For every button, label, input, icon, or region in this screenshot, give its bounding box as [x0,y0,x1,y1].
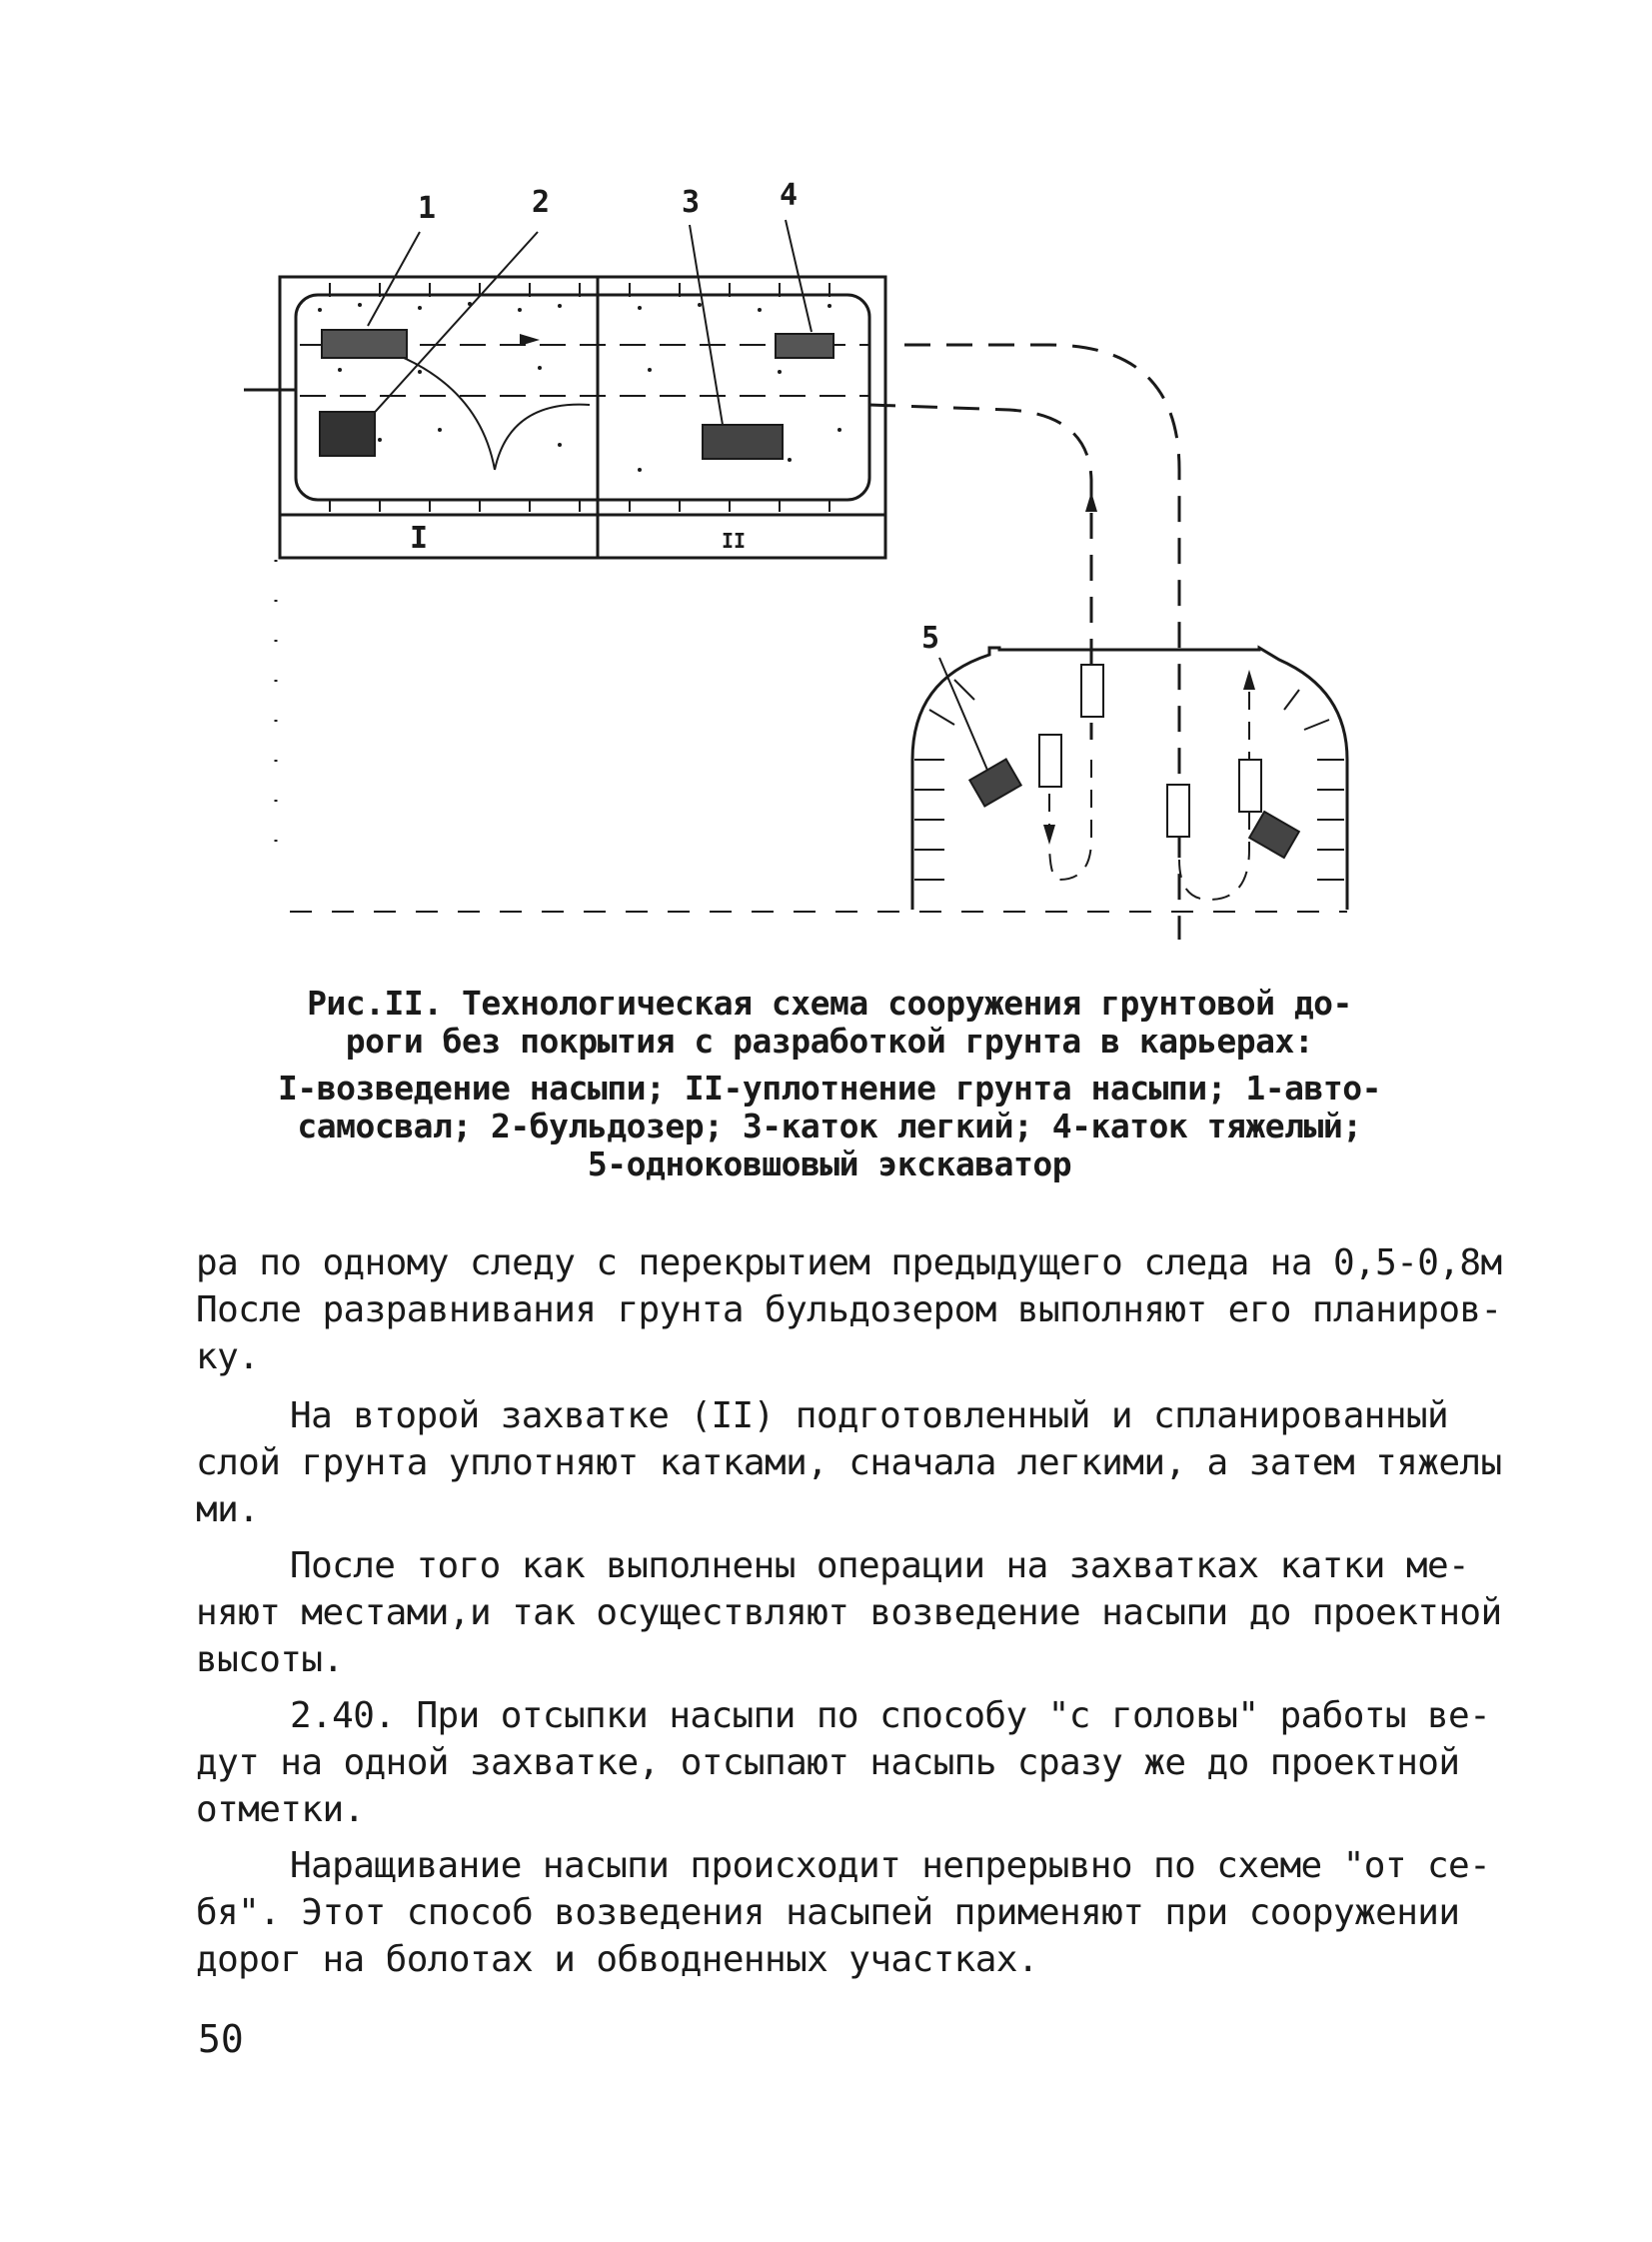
excavator-icon-2 [1249,812,1299,858]
caption-legend-line: самосвал; 2-бульдозер; 3-каток легкий; 4-каток тяжелый; [297,1107,1362,1145]
text-line: После разравнивания грунта бульдозером выполняют его планиров- [196,1289,1502,1330]
direction-arrow-icon [1085,492,1097,512]
quarry-truck-icon [1167,785,1189,837]
paragraph-5 [196,1842,1491,1983]
text-line: На второй захватке (II) подготовленный и спланированный [290,1395,1449,1436]
text-line: высоты. [196,1639,344,1680]
road-body [296,295,869,500]
text-line: слой грунта уплотняют катками, сначала легкими, а затем тяжелы [196,1442,1502,1483]
text-line: 2.40. При отсыпки насыпи по способу "с головы" работы ве- [290,1695,1491,1736]
light-roller-icon [703,425,783,459]
caption-legend-line: 5-одноковшовый экскаватор [587,1144,1072,1183]
soil-dot [788,458,792,462]
soil-dot [558,443,562,447]
soil-dot [648,368,652,372]
text-line: няют местами,и так осуществляют возведение насыпи до проектной [196,1592,1502,1633]
quarry-truck-icon [1039,735,1061,787]
text-line: ра по одному следу с перекрытием предыдущего следа на 0,5-0,8м [196,1242,1502,1283]
text-line: ку. [196,1336,260,1377]
text-line: отметки. [196,1789,365,1830]
soil-dot [378,438,382,442]
text-line: дут на одной захватке, отсыпают насыпь сразу же до проектной [196,1742,1460,1783]
heavy-roller-icon [776,334,833,358]
figure-label-5: 5 [921,621,940,656]
direction-arrow-icon [1043,825,1055,845]
figure-label-1: 1 [418,191,437,226]
figure-label-4: 4 [780,178,799,213]
bulldozer-icon [320,412,375,456]
soil-dot [418,306,422,310]
soil-dot [837,428,841,432]
figure-label-2: 2 [532,185,551,220]
leader-line-1 [368,232,420,326]
excavator-icon [969,760,1020,807]
quarry-truck-icon [1239,760,1261,812]
soil-dot [438,428,442,432]
direction-arrow-icon [1243,670,1255,690]
caption-legend-line: I-возведение насыпи; II-уплотнение грунта насыпи; 1-авто- [278,1069,1381,1108]
paragraph-3 [196,1542,1502,1683]
page-number: 50 [198,2017,244,2061]
figure-label-3: 3 [682,185,701,220]
soil-dot [538,366,542,370]
haul-route-inner [869,405,1091,740]
direction-arrow-icon [520,334,540,346]
paragraph-4 [196,1692,1491,1833]
soil-dot [827,304,831,308]
paragraph-1 [196,1239,1502,1380]
text-line: бя". Этот способ возведения насыпей применяют при сооружении [196,1892,1460,1933]
soil-dot [518,308,522,312]
technological-scheme-figure [0,0,1652,960]
haul-route-outer [904,345,1179,940]
text-line: дорог на болотах и обводненных участках. [196,1939,1038,1980]
figure-caption-legend [200,1070,1459,1183]
dump-truck-icon [322,330,407,358]
bulldozer-path-arc-2 [495,405,590,470]
leader-line-5 [939,658,989,775]
quarry-truck-icon [1081,665,1103,717]
soil-dot [468,302,472,306]
soil-dot [638,306,642,310]
soil-dot [758,308,762,312]
soil-dot [338,368,342,372]
text-line: После того как выполнены операции на захватках катки ме- [290,1545,1470,1586]
text-line: Наращивание насыпи происходит непрерывно по схеме "от се- [290,1845,1491,1886]
soil-dot [418,370,422,374]
soil-dot [318,308,322,312]
road-edge-hatching-bottom [330,500,829,512]
soil-dot [698,303,702,307]
figure-caption-title [200,985,1459,1061]
paragraph-2 [196,1392,1502,1533]
soil-dot [358,303,362,307]
soil-dot [638,468,642,472]
caption-title-line: Рис.II. Технологическая схема сооружения грунтовой до- [307,984,1352,1023]
soil-dot [558,304,562,308]
soil-dot [778,370,782,374]
section-label-1: I [410,521,429,556]
section-label-2: II [722,529,747,553]
caption-title-line: роги без покрытия с разработкой грунта в карьерах: [345,1022,1314,1061]
text-line: ми. [196,1489,260,1530]
